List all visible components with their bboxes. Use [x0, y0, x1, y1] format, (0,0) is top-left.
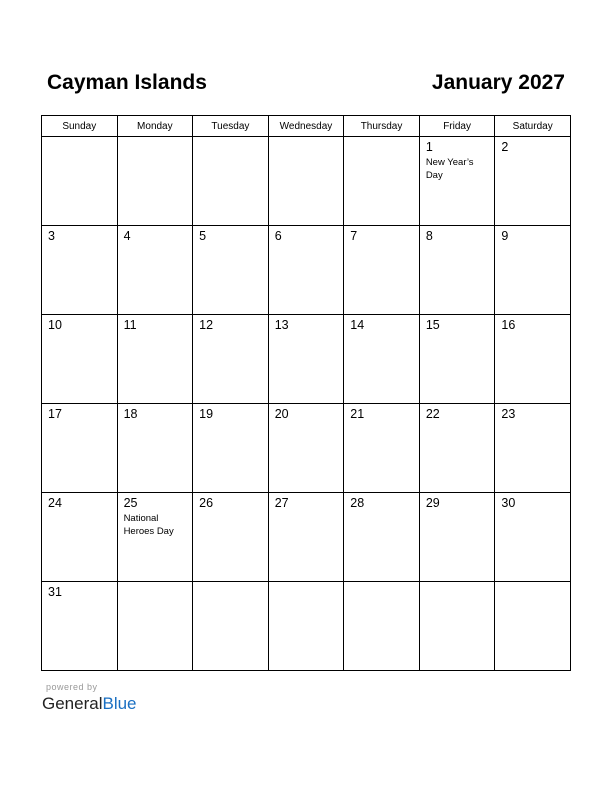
calendar-grid: [41, 115, 571, 671]
day-cell: [344, 404, 420, 493]
country-title: Cayman Islands: [47, 71, 207, 94]
logo-blue-text: Blue: [102, 694, 137, 713]
day-cell: [495, 226, 571, 315]
week-row: [42, 493, 571, 582]
day-number: 4: [123, 229, 131, 243]
week-row: [42, 137, 571, 226]
day-cell: [419, 226, 495, 315]
day-number: 31: [48, 585, 62, 599]
day-number: 9: [501, 229, 509, 243]
day-number: 19: [199, 407, 214, 421]
day-number: 6: [274, 229, 282, 243]
day-cell: [117, 137, 193, 226]
day-cell: [419, 582, 495, 671]
day-number: 20: [274, 407, 289, 421]
day-number: [269, 582, 344, 585]
day-cell: [419, 493, 495, 582]
day-cell: [42, 137, 118, 226]
day-number: 10: [48, 318, 62, 332]
powered-by-label: powered by: [46, 682, 98, 692]
day-cell: [344, 137, 420, 226]
holiday-label: New Year’s Day: [425, 157, 474, 181]
day-number: 12: [199, 318, 214, 332]
day-number: [344, 582, 419, 585]
day-cell: [268, 137, 344, 226]
day-number: 30: [501, 496, 516, 510]
day-cell: [42, 493, 118, 582]
day-number: [420, 582, 495, 585]
day-cell: [419, 137, 495, 226]
weekday-friday: Friday: [419, 116, 495, 137]
day-number: [269, 137, 344, 140]
month-title: January 2027: [431, 71, 565, 94]
day-cell: [344, 226, 420, 315]
day-number: 3: [48, 229, 55, 243]
day-number: [118, 137, 193, 140]
day-cell: [193, 493, 269, 582]
day-cell: [268, 315, 344, 404]
day-number: 27: [274, 496, 289, 510]
day-number: [495, 582, 570, 585]
day-number: 14: [350, 318, 365, 332]
week-row: [42, 404, 571, 493]
day-cell: [344, 582, 420, 671]
weekday-thursday: Thursday: [344, 116, 420, 137]
week-row: [42, 315, 571, 404]
weekday-saturday: Saturday: [495, 116, 571, 137]
logo-general-text: General: [42, 694, 103, 713]
day-number: [42, 137, 117, 140]
day-number: [193, 137, 268, 140]
day-number: 5: [199, 229, 207, 243]
day-cell: [495, 404, 571, 493]
weekday-header-row: [42, 116, 571, 137]
week-row: [42, 582, 571, 671]
day-cell: [42, 582, 118, 671]
day-cell: [42, 226, 118, 315]
day-number: 16: [501, 318, 516, 332]
day-cell: [268, 582, 344, 671]
day-number: 24: [48, 496, 62, 510]
day-cell: [117, 226, 193, 315]
day-cell: [117, 582, 193, 671]
day-number: 15: [425, 318, 440, 332]
day-number: 23: [501, 407, 516, 421]
generalblue-logo: [42, 694, 137, 714]
day-cell: [193, 226, 269, 315]
day-number: 7: [350, 229, 358, 243]
day-number: [193, 582, 268, 585]
day-number: 28: [350, 496, 365, 510]
day-cell: [495, 493, 571, 582]
day-number: 22: [425, 407, 440, 421]
day-number: 29: [425, 496, 440, 510]
weekday-monday: Monday: [117, 116, 193, 137]
day-cell: [193, 137, 269, 226]
day-number: 13: [274, 318, 289, 332]
day-number: [344, 137, 419, 140]
day-cell: [117, 404, 193, 493]
day-cell: [193, 582, 269, 671]
day-number: 25: [123, 496, 138, 510]
day-cell: [42, 404, 118, 493]
day-cell: [344, 315, 420, 404]
holiday-label: National Heroes Day: [123, 513, 174, 537]
day-cell: [419, 404, 495, 493]
day-cell: [42, 315, 118, 404]
day-number: 18: [123, 407, 138, 421]
day-number: 1: [425, 140, 433, 154]
week-row: [42, 226, 571, 315]
day-cell: [344, 493, 420, 582]
day-cell: [268, 493, 344, 582]
day-cell: [495, 582, 571, 671]
day-number: 2: [501, 140, 509, 154]
weekday-wednesday: Wednesday: [268, 116, 344, 137]
day-cell: [268, 226, 344, 315]
day-number: 11: [123, 318, 137, 332]
day-cell: [419, 315, 495, 404]
day-cell: [193, 404, 269, 493]
weekday-sunday: Sunday: [42, 116, 118, 137]
day-cell: [495, 137, 571, 226]
day-cell: [268, 404, 344, 493]
day-cell: [117, 493, 193, 582]
day-cell: [495, 315, 571, 404]
day-number: 17: [48, 407, 62, 421]
day-cell: [193, 315, 269, 404]
day-number: 26: [199, 496, 214, 510]
day-cell: [117, 315, 193, 404]
calendar-body: [42, 137, 571, 671]
weekday-tuesday: Tuesday: [193, 116, 269, 137]
day-number: 8: [425, 229, 433, 243]
day-number: [118, 582, 193, 585]
day-number: 21: [350, 407, 365, 421]
